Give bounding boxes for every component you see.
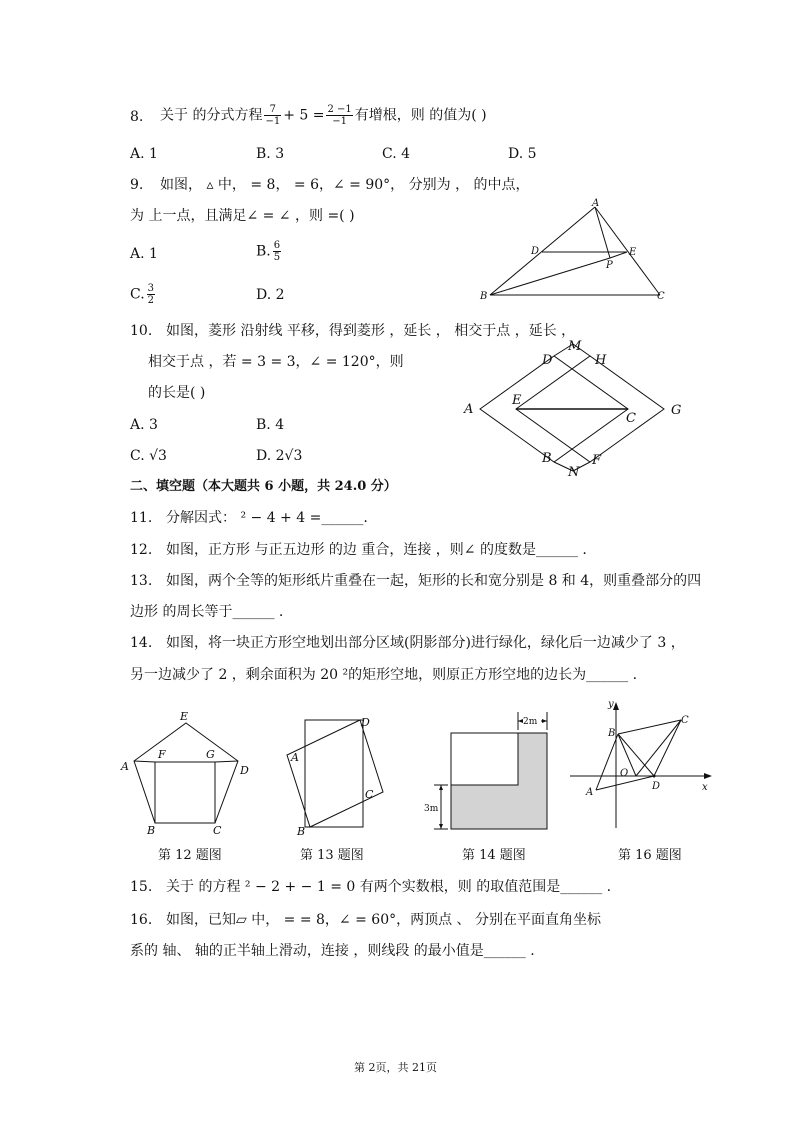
q16-number: 16. bbox=[130, 912, 153, 928]
q12-text: 如图，正方形 与正五边形 的边 重合，连接 ，则∠ 的度数是______ . bbox=[166, 542, 587, 558]
q15-text: 关于 的方程 ² − 2 + − 1 = 0 有两个实数根，则 的取值范围是______ . bbox=[166, 879, 612, 895]
fig16-caption: 第 16 题图 bbox=[618, 848, 682, 863]
q10-choice-a: A. 3 bbox=[130, 417, 158, 433]
q8-text-b: 有增根，则 的值为( ) bbox=[354, 107, 487, 124]
fig12-label-a: A bbox=[121, 760, 129, 773]
q9-label-c: C bbox=[657, 291, 665, 302]
fig12-label-d: D bbox=[240, 764, 249, 777]
q16-line-2: 系的 轴、 轴的正半轴上滑动，连接 ，则线段 的最小值是______ . bbox=[130, 943, 535, 959]
fig16-label-d: D bbox=[652, 781, 661, 792]
q13-line-2: 边形 的周长等于______ . bbox=[130, 604, 284, 620]
q15-number: 15. bbox=[130, 879, 153, 895]
fig16-figure bbox=[566, 696, 716, 836]
q8-choice-a: A. 1 bbox=[130, 146, 158, 162]
q9-line-1: 如图， ▵ 中， = 8， = 6，∠ = 90°， 分别为 ， 的中点， bbox=[160, 177, 530, 193]
q10-choice-d: D. 2√3 bbox=[256, 448, 303, 464]
q8-choice-c: C. 4 bbox=[382, 146, 411, 162]
q9-choice-d: D. 2 bbox=[256, 287, 285, 303]
q10-label-a: A bbox=[464, 402, 474, 417]
q9-label-e: E bbox=[629, 247, 637, 258]
fig12-label-g: G bbox=[206, 748, 215, 761]
fig16-label-b: B bbox=[608, 728, 616, 739]
q10-figure bbox=[458, 338, 688, 480]
q10-label-d: D bbox=[542, 353, 553, 368]
fig14-dim-left: 3m bbox=[424, 804, 439, 814]
q10-choice-b: B. 4 bbox=[256, 417, 285, 433]
fig13-label-d: D bbox=[361, 716, 370, 729]
q9-label-a: A bbox=[592, 198, 600, 209]
q10-line-3: 的长是( ) bbox=[148, 385, 206, 401]
q13-line-1: 如图，两个全等的矩形纸片重叠在一起，矩形的长和宽分别是 8 和 4，则重叠部分的四 bbox=[166, 573, 702, 589]
q8-choice-d: D. 5 bbox=[508, 146, 537, 162]
fig16-label-x: x bbox=[702, 782, 708, 793]
fig13-figure bbox=[282, 710, 402, 838]
fig12-label-e: E bbox=[180, 710, 189, 723]
fig12-caption: 第 12 题图 bbox=[158, 848, 222, 863]
q10-label-b: B bbox=[542, 451, 552, 466]
q9-figure bbox=[470, 195, 680, 305]
fig13-label-b: B bbox=[297, 825, 306, 838]
q9-number: 9. bbox=[130, 177, 144, 193]
q11-number: 11. bbox=[130, 510, 153, 526]
q10-label-g: G bbox=[671, 403, 682, 418]
page-footer: 第 2页，共 21页 bbox=[354, 1061, 437, 1074]
q8-mid: + 5 = bbox=[283, 107, 325, 124]
q10-label-c: C bbox=[626, 411, 636, 426]
fig12-label-f: F bbox=[158, 748, 166, 761]
fig16-label-c: C bbox=[681, 715, 689, 726]
q8-number: 8. bbox=[130, 109, 144, 125]
fig13-label-a: A bbox=[291, 751, 299, 764]
q9-label-p: P bbox=[606, 260, 613, 271]
q14-number: 14. bbox=[130, 635, 153, 651]
q10-label-n: N bbox=[568, 465, 580, 480]
q13-number: 13. bbox=[130, 573, 153, 589]
fig12-label-c: C bbox=[213, 824, 222, 837]
q10-line-2: 相交于点 ，若 = 3 = 3，∠ = 120°，则 bbox=[148, 354, 404, 370]
fig13-caption: 第 13 题图 bbox=[300, 848, 364, 863]
q9-choice-b: B. $\frac{6}{5}$ bbox=[256, 240, 281, 263]
q10-line-1: 如图，菱形 沿射线 平移，得到菱形 ，延长 ， 相交于点 ，延长 ， bbox=[166, 323, 576, 339]
q10-label-f: F bbox=[592, 453, 602, 468]
q8-fraction-1: $\frac{7}{-1}$ bbox=[265, 104, 281, 127]
q10-number: 10. bbox=[130, 323, 153, 339]
q10-label-e: E bbox=[512, 393, 522, 408]
q12-number: 12. bbox=[130, 542, 153, 558]
fig14-figure bbox=[420, 708, 560, 836]
q8-choice-b: B. 3 bbox=[256, 146, 285, 162]
q8-fraction-2: $\frac{2 -1}{-1}$ bbox=[327, 104, 352, 127]
q10-choice-c: C. √3 bbox=[130, 448, 167, 464]
q14-line-1: 如图，将一块正方形空地划出部分区域(阴影部分)进行绿化，绿化后一边减少了 3 ， bbox=[166, 635, 685, 651]
q10-label-h: H bbox=[595, 353, 607, 368]
q16-line-1: 如图，已知▱ 中， = = 8，∠ = 60°，两顶点 、 分别在平面直角坐标 bbox=[166, 912, 602, 928]
q9-choice-c: C. $\frac{3}{2}$ bbox=[130, 283, 155, 306]
fig12-figure bbox=[118, 706, 258, 838]
fig16-label-y: y bbox=[608, 699, 614, 710]
q9-choice-a: A. 1 bbox=[130, 246, 158, 262]
fig16-label-a: A bbox=[586, 787, 594, 798]
q8-stem bbox=[160, 104, 487, 127]
q14-line-2: 另一边减少了 2 ，剩余面积为 20 ²的矩形空地，则原正方形空地的边长为______ . bbox=[130, 667, 638, 683]
q10-label-m: M bbox=[568, 339, 582, 354]
fig14-dim-top: 2m bbox=[523, 717, 538, 727]
fig14-caption: 第 14 题图 bbox=[462, 848, 526, 863]
section-2-header: 二、填空题（本大题共 6 小题，共 24.0 分） bbox=[130, 479, 397, 494]
q8-text-a: 关于 的分式方程 bbox=[160, 107, 263, 124]
q9-line-2: 为 上一点，且满足∠ = ∠ ，则 =( ) bbox=[130, 208, 355, 224]
fig13-label-c: C bbox=[365, 788, 374, 801]
q11-text: 分解因式： ² − 4 + 4 =______. bbox=[166, 510, 368, 526]
q9-label-d: D bbox=[531, 246, 540, 257]
fig16-label-o: O bbox=[620, 768, 629, 779]
fig12-label-b: B bbox=[147, 824, 156, 837]
q9-label-b: B bbox=[480, 291, 488, 302]
